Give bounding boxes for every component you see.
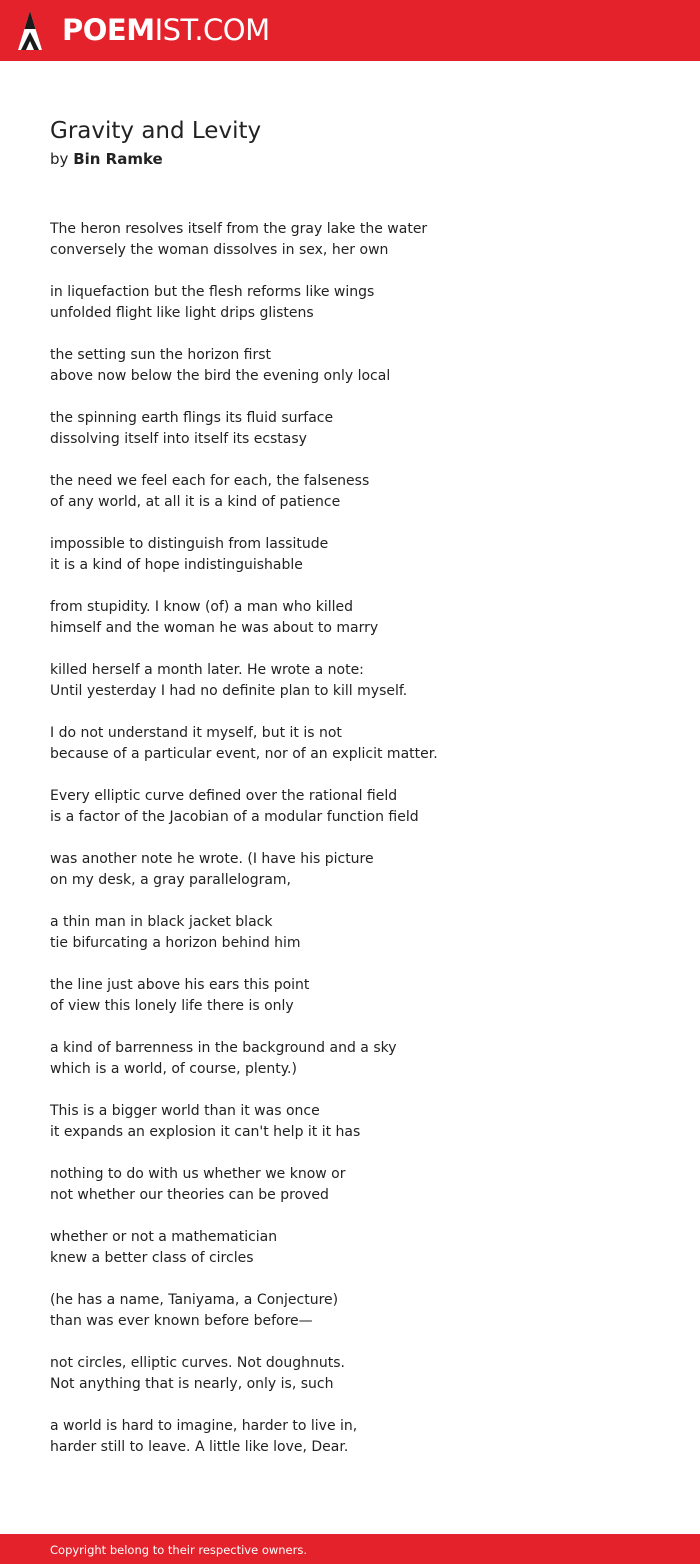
- poem-line: not circles, elliptic curves. Not doughnuts.: [50, 1355, 345, 1371]
- poem-line: Every elliptic curve defined over the rational field: [50, 788, 398, 804]
- poem-line: a thin man in black jacket black: [50, 914, 273, 930]
- poem-line: of view this lonely life there is only: [50, 998, 294, 1014]
- poem-stanza: [50, 1101, 670, 1143]
- poem-line: the line just above his ears this point: [50, 977, 310, 993]
- poem-line: himself and the woman he was about to marry: [50, 620, 379, 636]
- site-header: [0, 0, 700, 61]
- logo-light-text: IST.COM: [154, 13, 270, 47]
- poem-line: in liquefaction but the flesh reforms like wings: [50, 284, 375, 300]
- poem-stanza: [50, 1038, 670, 1080]
- poem-line: I do not understand it myself, but it is not: [50, 725, 342, 741]
- poem-title: Gravity and Levity: [50, 118, 262, 144]
- poem-line: unfolded flight like light drips glistens: [50, 305, 314, 321]
- poem-line: which is a world, of course, plenty.): [50, 1061, 297, 1077]
- poem-stanza: [50, 1227, 670, 1269]
- copyright-text: Copyright belong to their respective owners.: [50, 1543, 308, 1557]
- poem-line: was another note he wrote. (I have his picture: [50, 851, 374, 867]
- poem-line: impossible to distinguish from lassitude: [50, 536, 329, 552]
- poem-stanza: [50, 660, 670, 702]
- poem-author: Bin Ramke: [73, 150, 163, 168]
- poem-line: it is a kind of hope indistinguishable: [50, 557, 303, 573]
- byline: [50, 148, 163, 170]
- poem-stanza: [50, 597, 670, 639]
- poem-line: than was ever known before before—: [50, 1313, 313, 1329]
- poem-stanza: [50, 849, 670, 891]
- poem-line: nothing to do with us whether we know or: [50, 1166, 346, 1182]
- poem-line: it expands an explosion it can't help it it has: [50, 1124, 361, 1140]
- poem-stanza: [50, 1353, 670, 1395]
- poem-line: not whether our theories can be proved: [50, 1187, 329, 1203]
- poem-stanza: [50, 534, 670, 576]
- poem-stanza: [50, 282, 670, 324]
- poem-line: above now below the bird the evening only local: [50, 368, 391, 384]
- poem-line: harder still to leave. A little like love, Dear.: [50, 1439, 349, 1455]
- poem-line: a kind of barrenness in the background and a sky: [50, 1040, 397, 1056]
- poem-stanza: [50, 471, 670, 513]
- poem-stanza: [50, 975, 670, 1017]
- poem-stanza: [50, 345, 670, 387]
- poem-line: This is a bigger world than it was once: [50, 1103, 320, 1119]
- poem-line: whether or not a mathematician: [50, 1229, 278, 1245]
- poem-line: because of a particular event, nor of an explicit matter.: [50, 746, 438, 762]
- poem-line: killed herself a month later. He wrote a note:: [50, 662, 364, 678]
- pencil-icon[interactable]: [17, 10, 43, 52]
- site-footer: [0, 1534, 700, 1564]
- poem-line: the spinning earth flings its fluid surface: [50, 410, 334, 426]
- poem-line: dissolving itself into itself its ecstasy: [50, 431, 307, 447]
- poem-line: is a factor of the Jacobian of a modular function field: [50, 809, 419, 825]
- poem-line: on my desk, a gray parallelogram,: [50, 872, 292, 888]
- poem-line: tie bifurcating a horizon behind him: [50, 935, 301, 951]
- poem-line: Not anything that is nearly, only is, such: [50, 1376, 334, 1392]
- poem-line: The heron resolves itself from the gray lake the water: [50, 221, 428, 237]
- poem-line: the setting sun the horizon first: [50, 347, 272, 363]
- poem-line: of any world, at all it is a kind of patience: [50, 494, 341, 510]
- poem-line: from stupidity. I know (of) a man who killed: [50, 599, 353, 615]
- poem-stanza: [50, 723, 670, 765]
- poem-stanza: [50, 1290, 670, 1332]
- poem-stanza: [50, 912, 670, 954]
- poem-stanza: [50, 786, 670, 828]
- poem-line: conversely the woman dissolves in sex, her own: [50, 242, 389, 258]
- poem-line: knew a better class of circles: [50, 1250, 254, 1266]
- poem-line: a world is hard to imagine, harder to live in,: [50, 1418, 358, 1434]
- poem-line: (he has a name, Taniyama, a Conjecture): [50, 1292, 339, 1308]
- by-label: by: [50, 150, 69, 168]
- poem-line: Until yesterday I had no definite plan to kill myself.: [50, 683, 408, 699]
- site-logo[interactable]: [62, 13, 270, 47]
- poem-stanza: [50, 1416, 670, 1458]
- poem-stanza: [50, 219, 670, 261]
- poem-stanza: [50, 408, 670, 450]
- logo-bold-text: POEM: [62, 13, 155, 47]
- poem-stanza: [50, 1164, 670, 1206]
- poem-body: [50, 219, 670, 1479]
- poem-line: the need we feel each for each, the falseness: [50, 473, 370, 489]
